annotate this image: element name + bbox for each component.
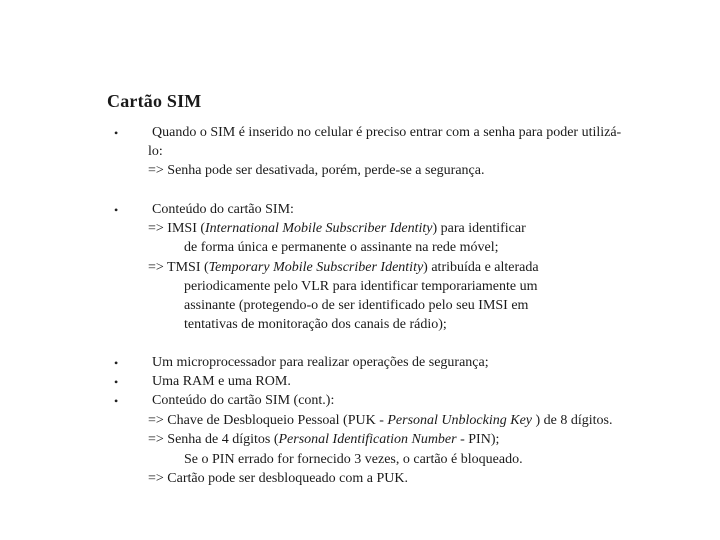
text-line: assinante (protegendo-o de ser identificado pelo seu IMSI em xyxy=(184,298,529,313)
text-line: periodicamente pelo VLR para identificar temporariamente um xyxy=(184,279,538,294)
bullet-icon: • xyxy=(114,356,119,370)
text-line: => TMSI (Temporary Mobile Subscriber Identity) atribuída e alterada xyxy=(148,260,539,275)
text-line: de forma única e permanente o assinante na rede móvel; xyxy=(184,240,499,255)
text-line: Um microprocessador para realizar operações de segurança; xyxy=(152,355,489,370)
text-line: tentativas de monitoração dos canais de rádio); xyxy=(184,317,447,332)
bullet-icon: • xyxy=(114,203,119,217)
text-line: Conteúdo do cartão SIM: xyxy=(152,202,294,217)
text-line: Uma RAM e uma ROM. xyxy=(152,374,291,389)
text-line: Conteúdo do cartão SIM (cont.): xyxy=(152,393,335,408)
text-line: => Senha pode ser desativada, porém, perde-se a segurança. xyxy=(148,163,485,178)
bullet-icon: • xyxy=(114,126,119,140)
text-line: => IMSI (International Mobile Subscriber Identity) para identificar xyxy=(148,221,526,236)
text-line: Quando o SIM é inserido no celular é preciso entrar com a senha para poder utilizá- xyxy=(152,125,622,140)
bullet-icon: • xyxy=(114,394,119,408)
text-line: => Chave de Desbloqueio Pessoal (PUK - Personal Unblocking Key ) de 8 dígitos. xyxy=(148,413,613,428)
text-line: lo: xyxy=(148,144,163,159)
text-line: => Cartão pode ser desbloqueado com a PUK. xyxy=(148,471,408,486)
slide-title: Cartão SIM xyxy=(107,91,202,111)
bullet-icon: • xyxy=(114,375,119,389)
text-line: => Senha de 4 dígitos (Personal Identification Number - PIN); xyxy=(148,432,500,447)
text-line: Se o PIN errado for fornecido 3 vezes, o cartão é bloqueado. xyxy=(184,452,523,467)
